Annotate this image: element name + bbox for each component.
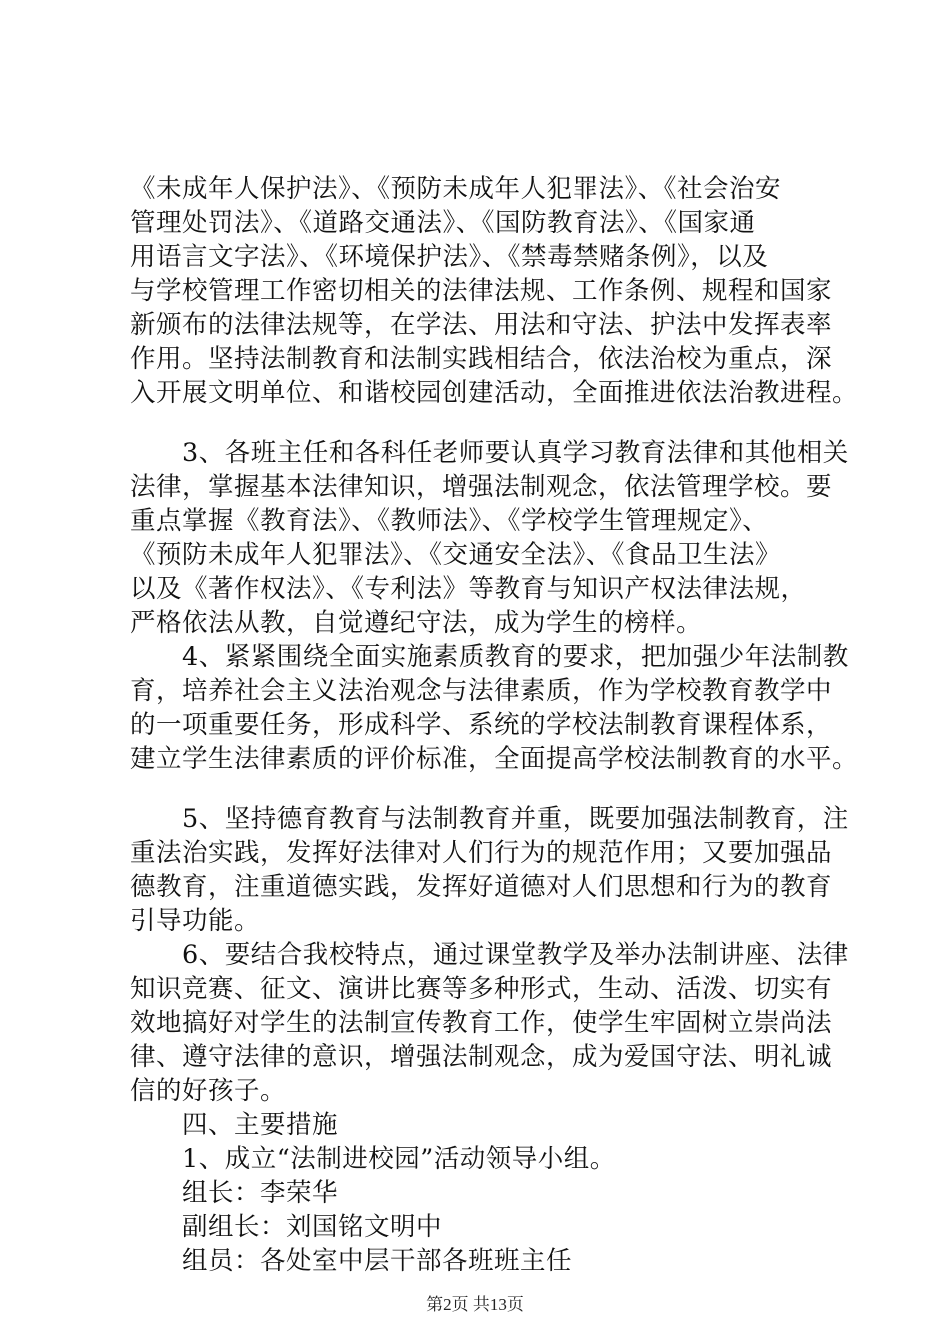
text-line: 6、要结合我校特点，通过课堂教学及举办法制讲座、法律	[130, 940, 849, 970]
text-line: 严格依法从教，自觉遵纪守法，成为学生的榜样。	[130, 608, 703, 638]
text-line: 组长：李荣华	[130, 1178, 339, 1208]
text-line: 5、坚持德育教育与法制教育并重，既要加强法制教育，注	[130, 804, 849, 834]
text-line: 育，培养社会主义法治观念与法律素质，作为学校教育教学中	[130, 676, 833, 706]
text-line: 《未成年人保护法》、《预防未成年人犯罪法》、《社会治安	[130, 174, 782, 204]
text-line: 效地搞好对学生的法制宣传教育工作，使学生牢固树立崇尚法	[130, 1008, 833, 1038]
text-line: 知识竞赛、征文、演讲比赛等多种形式，生动、活泼、切实有	[130, 974, 833, 1004]
text-line: 管理处罚法》、《道路交通法》、《国防教育法》、《国家通	[130, 208, 756, 238]
section-heading: 四、主要措施	[130, 1110, 339, 1140]
text-line: 重法治实践，发挥好法律对人们行为的规范作用；又要加强品	[130, 838, 833, 868]
text-line: 与学校管理工作密切相关的法律法规、工作条例、规程和国家	[130, 276, 833, 306]
text-line: 作用。坚持法制教育和法制实践相结合，依法治校为重点，深	[130, 344, 833, 374]
text-line: 用语言文字法》、《环境保护法》、《禁毒禁赌条例》，以及	[130, 242, 769, 272]
text-line: 的一项重要任务，形成科学、系统的学校法制教育课程体系，	[130, 710, 833, 740]
text-line: 引导功能。	[130, 906, 261, 936]
text-line: 信的好孩子。	[130, 1076, 287, 1106]
text-line: 《预防未成年人犯罪法》、《交通安全法》、《食品卫生法》	[130, 540, 782, 570]
text-line: 副组长：刘国铭文明中	[130, 1212, 443, 1242]
text-line: 法律，掌握基本法律知识，增强法制观念，依法管理学校。要	[130, 472, 833, 502]
text-line: 重点掌握《教育法》、《教师法》、《学校学生管理规定》、	[130, 506, 769, 536]
text-line: 1、成立“法制进校园”活动领导小组。	[130, 1144, 616, 1174]
text-line: 组员：各处室中层干部各班班主任	[130, 1246, 573, 1276]
text-line: 律、遵守法律的意识，增强法制观念，成为爱国守法、明礼诚	[130, 1042, 833, 1072]
text-line: 建立学生法律素质的评价标准，全面提高学校法制教育的水平。	[130, 744, 859, 774]
page-number-footer: 第2页 共13页	[426, 1295, 524, 1314]
text-line: 入开展文明单位、和谐校园创建活动，全面推进依法治教进程。	[130, 378, 859, 408]
text-line: 4、紧紧围绕全面实施素质教育的要求，把加强少年法制教	[130, 642, 849, 672]
text-line: 以及《著作权法》、《专利法》等教育与知识产权法律法规，	[130, 574, 807, 604]
text-line: 3、各班主任和各科任老师要认真学习教育法律和其他相关	[130, 438, 849, 468]
text-line: 新颁布的法律法规等，在学法、用法和守法、护法中发挥表率	[130, 310, 833, 340]
text-line: 德教育，注重道德实践，发挥好道德对人们思想和行为的教育	[130, 872, 833, 902]
